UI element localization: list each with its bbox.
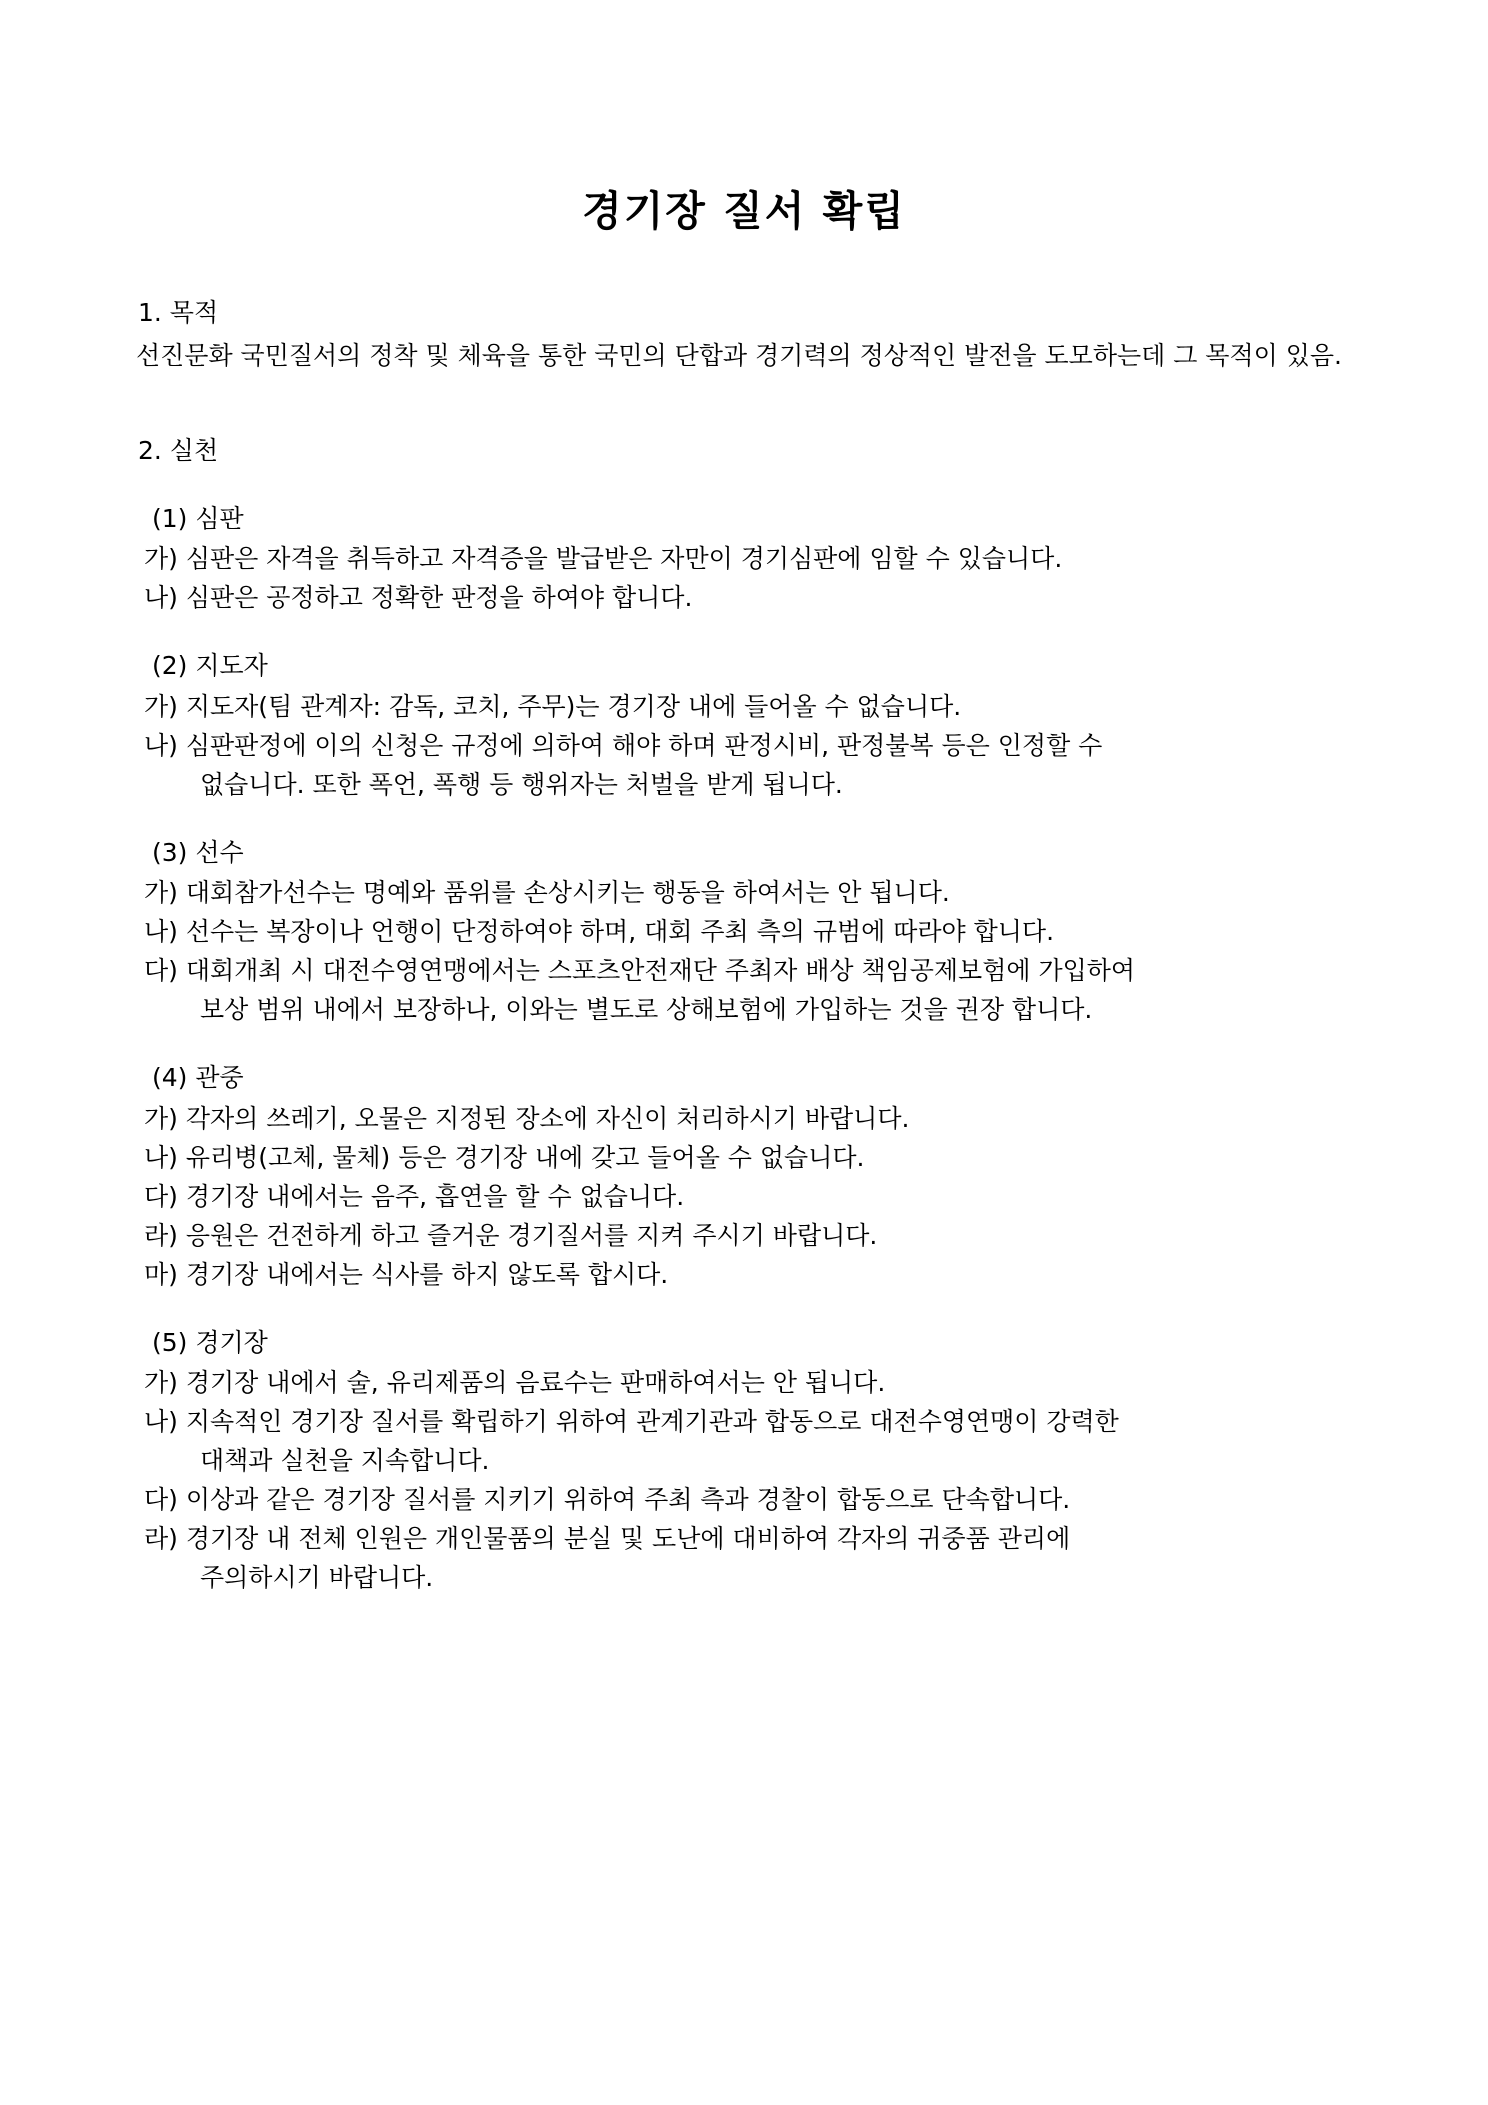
list-item-text: 경기장 내에서는 식사를 하지 않도록 합시다. (185, 1259, 669, 1289)
list-marker: 라) (144, 1220, 178, 1250)
list-marker: 나) (144, 730, 178, 760)
subsection-athlete (110, 834, 1378, 1030)
list-marker: 나) (144, 583, 178, 613)
list-item (110, 1216, 1378, 1255)
subsection-venue (110, 1324, 1378, 1598)
list-item-text: 지도자(팀 관계자: 감독, 코치, 주무)는 경기장 내에 들어올 수 없습니다. (185, 691, 962, 721)
list-marker: 라) (144, 1524, 178, 1554)
list-item (110, 1480, 1378, 1519)
list-item-text: 응원은 건전하게 하고 즐거운 경기질서를 지켜 주시기 바랍니다. (185, 1220, 878, 1250)
list-item (110, 1402, 1378, 1480)
list-item-continuation: 보상 범위 내에서 보장하나, 이와는 별도로 상해보험에 가입하는 것을 권장 합니다. (200, 995, 1093, 1025)
list-item-continuation: 없습니다. 또한 폭언, 폭행 등 행위자는 처벌을 받게 됩니다. (200, 769, 843, 799)
list-item-text: 이상과 같은 경기장 질서를 지키기 위하여 주최 측과 경찰이 합동으로 단속합니다. (185, 1485, 1071, 1515)
list-item-text: 심판은 자격을 취득하고 자격증을 발급받은 자만이 경기심판에 임할 수 있습니다. (185, 544, 1063, 574)
section-practice (110, 432, 1378, 1597)
section-heading: 1. 목적 (138, 298, 219, 328)
list-marker: 다) (144, 1181, 178, 1211)
list-marker: 나) (144, 1142, 178, 1172)
subsection-label: (2) 지도자 (152, 651, 268, 681)
list-item-text: 경기장 내 전체 인원은 개인물품의 분실 및 도난에 대비하여 각자의 귀중품 관리에 (185, 1524, 1071, 1554)
list-marker: 마) (144, 1259, 178, 1289)
list-item-text: 심판은 공정하고 정확한 판정을 하여야 합니다. (185, 583, 693, 613)
list-item (110, 687, 1378, 726)
list-item (110, 1363, 1378, 1402)
list-item (110, 873, 1378, 912)
subsection-label: (4) 관중 (152, 1063, 244, 1093)
section-purpose (110, 294, 1378, 376)
list-item-text: 경기장 내에서는 음주, 흡연을 할 수 없습니다. (185, 1181, 685, 1211)
subsection-label: (1) 심판 (152, 503, 244, 533)
list-marker: 가) (144, 691, 178, 721)
list-item (110, 1099, 1378, 1138)
subsection-spectator (110, 1059, 1378, 1294)
list-item (110, 951, 1378, 1029)
list-item (110, 539, 1378, 578)
list-marker: 가) (144, 878, 178, 908)
list-item-text: 지속적인 경기장 질서를 확립하기 위하여 관계기관과 합동으로 대전수영연맹이 강력한 (185, 1407, 1119, 1437)
list-item-text: 대회참가선수는 명예와 품위를 손상시키는 행동을 하여서는 안 됩니다. (185, 878, 950, 908)
section-heading: 2. 실천 (138, 436, 219, 466)
list-marker: 가) (144, 544, 178, 574)
list-marker: 가) (144, 1368, 178, 1398)
subsection-label: (3) 선수 (152, 837, 244, 867)
list-item-text: 대회개최 시 대전수영연맹에서는 스포츠안전재단 주최자 배상 책임공제보험에 가입하여 (185, 956, 1136, 986)
list-item (110, 1138, 1378, 1177)
list-item (110, 1177, 1378, 1216)
list-item (110, 578, 1378, 617)
list-item-text: 각자의 쓰레기, 오물은 지정된 장소에 자신이 처리하시기 바랍니다. (185, 1103, 910, 1133)
list-marker: 다) (144, 956, 178, 986)
subsection-leader (110, 647, 1378, 804)
list-item (110, 726, 1378, 804)
list-item (110, 912, 1378, 951)
list-item-text: 유리병(고체, 물체) 등은 경기장 내에 갖고 들어올 수 없습니다. (185, 1142, 865, 1172)
list-item (110, 1255, 1378, 1294)
page-title: 경기장 질서 확립 (582, 187, 906, 235)
list-item-continuation: 주의하시기 바랍니다. (200, 1563, 434, 1593)
paragraph-text: 선진문화 국민질서의 정착 및 체육을 통한 국민의 단합과 경기력의 정상적인 발전을 도모하는데 그 목적이 있음. (136, 340, 1342, 370)
list-item-text: 경기장 내에서 술, 유리제품의 음료수는 판매하여서는 안 됩니다. (185, 1368, 886, 1398)
list-item-text: 선수는 복장이나 언행이 단정하여야 하며, 대회 주최 측의 규범에 따라야 합니다. (185, 917, 1055, 947)
list-marker: 나) (144, 917, 178, 947)
subsection-referee (110, 500, 1378, 618)
subsection-label: (5) 경기장 (152, 1327, 268, 1357)
section-paragraph (110, 336, 1378, 377)
list-item-continuation: 대책과 실천을 지속합니다. (200, 1446, 490, 1476)
list-marker: 가) (144, 1103, 178, 1133)
list-marker: 다) (144, 1485, 178, 1515)
list-item (110, 1519, 1378, 1597)
list-item-text: 심판판정에 이의 신청은 규정에 의하여 해야 하며 판정시비, 판정불복 등은 인정할 수 (185, 730, 1103, 760)
list-marker: 나) (144, 1407, 178, 1437)
